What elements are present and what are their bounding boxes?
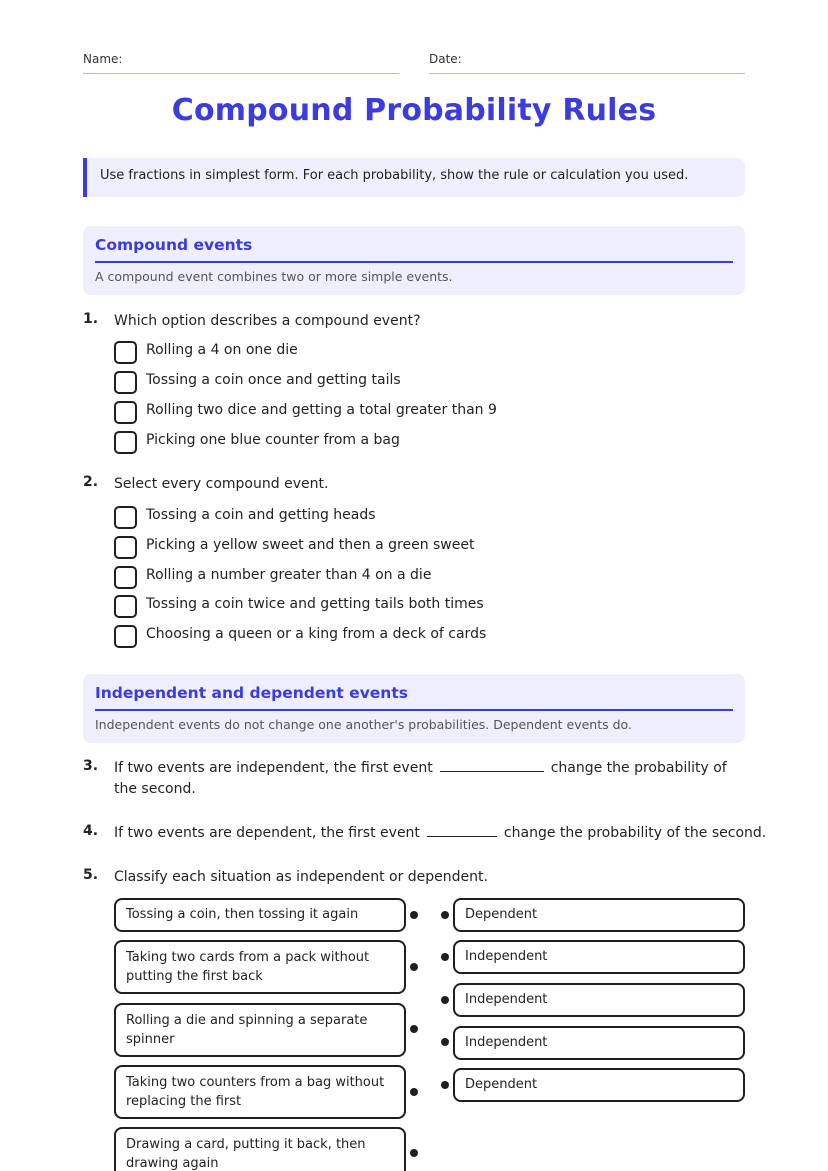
answer-blank[interactable] — [440, 758, 544, 772]
checkbox[interactable] — [114, 566, 137, 589]
match-left-label: Taking two cards from a pack without putting the first back — [126, 949, 370, 984]
question-number: 3. — [83, 758, 99, 774]
match-right-dot-3[interactable] — [441, 996, 449, 1004]
option-label: Picking a yellow sweet and then a green sweet — [146, 537, 475, 553]
date-label: Date: — [429, 52, 462, 66]
question-number: 5. — [83, 867, 99, 883]
section-description: A compound event combines two or more simple events. — [95, 269, 453, 284]
match-left-dot-5[interactable] — [410, 1149, 418, 1157]
checkbox[interactable] — [114, 536, 137, 559]
match-left-dot-1[interactable] — [410, 911, 418, 919]
question-text: Classify each situation as independent or dependent. — [114, 869, 488, 885]
match-right-card-3[interactable] — [453, 983, 745, 1017]
option-label: Rolling two dice and getting a total greater than 9 — [146, 402, 497, 418]
answer-blank[interactable] — [427, 823, 497, 837]
match-left-dot-2[interactable] — [410, 963, 418, 971]
question-text: Select every compound event. — [114, 476, 329, 492]
match-left-card-2[interactable] — [114, 940, 406, 994]
date-field[interactable] — [429, 52, 745, 74]
section-title: Compound events — [95, 236, 733, 263]
option-label: Tossing a coin and getting heads — [146, 507, 376, 523]
match-right-dot-5[interactable] — [441, 1081, 449, 1089]
option-label: Tossing a coin once and getting tails — [146, 372, 401, 388]
match-right-label: Independent — [465, 949, 548, 965]
checkbox[interactable] — [114, 371, 137, 394]
name-date-row — [83, 52, 745, 74]
question-text-after: change the probability of the second. — [114, 760, 727, 797]
question-text — [114, 758, 739, 800]
match-left-label: Drawing a card, putting it back, then drawing again — [126, 1136, 366, 1171]
match-left-label: Taking two counters from a bag without replacing the first — [126, 1074, 385, 1109]
match-right-label: Dependent — [465, 907, 538, 923]
option-label: Rolling a number greater than 4 on a die — [146, 567, 432, 583]
match-left-card-4[interactable] — [114, 1065, 406, 1119]
checkbox[interactable] — [114, 401, 137, 424]
question-number: 1. — [83, 311, 99, 327]
match-right-card-4[interactable] — [453, 1026, 745, 1060]
page-title: Compound Probability Rules — [171, 93, 657, 128]
instructions-box — [83, 158, 745, 197]
match-right-label: Dependent — [465, 1077, 538, 1093]
match-right-card-5[interactable] — [453, 1068, 745, 1102]
match-right-card-1[interactable] — [453, 898, 745, 932]
question-text-before: If two events are independent, the first event — [114, 760, 433, 776]
match-left-label: Rolling a die and spinning a separate spinner — [126, 1012, 368, 1047]
section-title: Independent and dependent events — [95, 684, 733, 711]
match-right-dot-2[interactable] — [441, 953, 449, 961]
match-right-dot-4[interactable] — [441, 1038, 449, 1046]
match-right-card-2[interactable] — [453, 940, 745, 974]
section-independent-dependent — [83, 674, 745, 743]
section-compound-events — [83, 226, 745, 295]
match-left-card-1[interactable] — [114, 898, 406, 932]
question-text — [114, 823, 767, 844]
name-label: Name: — [83, 52, 123, 66]
match-left-dot-4[interactable] — [410, 1088, 418, 1096]
option-label: Tossing a coin twice and getting tails both times — [146, 596, 484, 612]
checkbox[interactable] — [114, 595, 137, 618]
checkbox[interactable] — [114, 625, 137, 648]
question-text-after: change the probability of the second. — [503, 825, 767, 841]
match-right-dot-1[interactable] — [441, 911, 449, 919]
checkbox[interactable] — [114, 431, 137, 454]
question-text: Which option describes a compound event? — [114, 313, 421, 329]
match-right-label: Independent — [465, 992, 548, 1008]
question-text-before: If two events are dependent, the first event — [114, 825, 420, 841]
checkbox[interactable] — [114, 506, 137, 529]
match-right-label: Independent — [465, 1035, 548, 1051]
match-left-label: Tossing a coin, then tossing it again — [126, 907, 359, 923]
section-description: Independent events do not change one another's probabilities. Dependent events do. — [95, 717, 632, 732]
question-number: 2. — [83, 474, 99, 490]
option-label: Choosing a queen or a king from a deck of cards — [146, 626, 487, 642]
option-label: Picking one blue counter from a bag — [146, 432, 400, 448]
question-number: 4. — [83, 823, 99, 839]
name-field[interactable] — [83, 52, 399, 74]
match-left-dot-3[interactable] — [410, 1025, 418, 1033]
match-left-card-5[interactable] — [114, 1127, 406, 1171]
instructions-text: Use fractions in simplest form. For each probability, show the rule or calculation you used. — [100, 168, 689, 183]
checkbox[interactable] — [114, 341, 137, 364]
match-left-card-3[interactable] — [114, 1003, 406, 1057]
option-label: Rolling a 4 on one die — [146, 342, 298, 358]
